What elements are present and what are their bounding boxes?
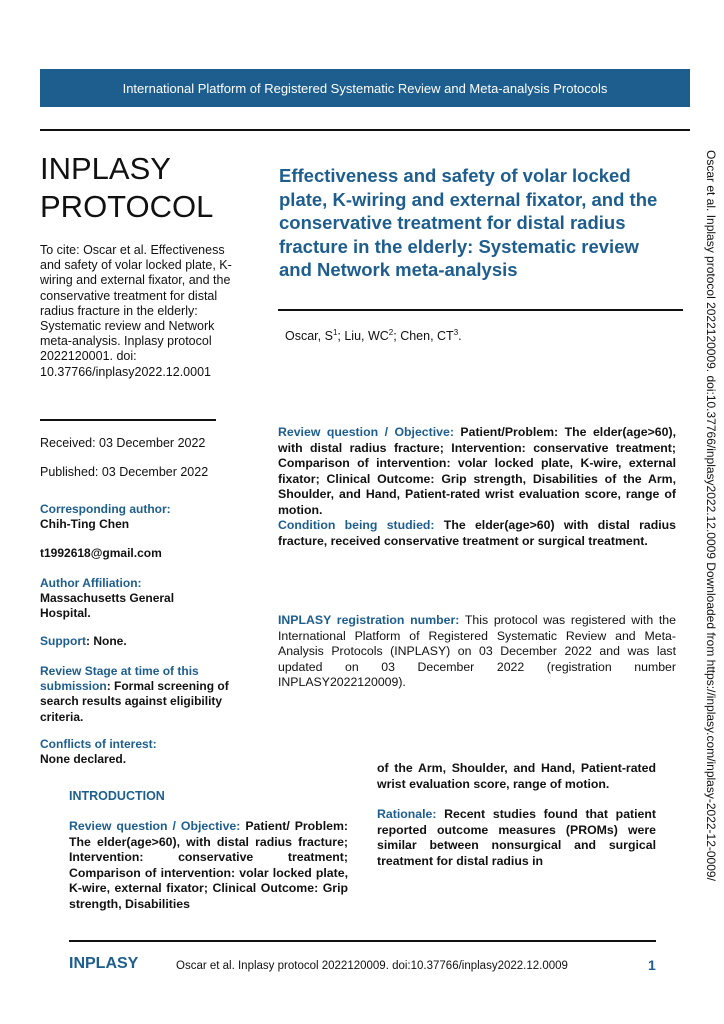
affiliation-block [40, 576, 240, 622]
top-rule [40, 129, 690, 131]
abstract-block [278, 425, 676, 549]
header-banner [40, 69, 690, 107]
rationale-text: Recent studies found that patient reported outcome measures (PROMs) were similar between nonsurgical and surgical treatment for distal radius in [377, 807, 656, 868]
support-label: Support [40, 634, 86, 648]
support-value: : None. [86, 634, 127, 648]
author-list-end: . [458, 329, 462, 344]
left-rule [40, 419, 216, 421]
vertical-download-text: Oscar et al. Inplasy protocol 2022120009. doi:10.37766/inplasy2022.12.0009 Downloaded from https://inplasy.com/inplasy-2022-12-0009/ [704, 150, 718, 881]
author-1-affiliation: 1 [332, 328, 338, 337]
registration-label: INPLASY registration number: [278, 613, 460, 627]
email-link[interactable]: t1992618@gmail.com [40, 546, 162, 560]
intro-review-label: Review question / Objective: [69, 819, 241, 833]
author-2-affiliation: 2 [388, 328, 394, 337]
introduction-heading: INTRODUCTION [69, 789, 165, 803]
intro-column-1 [69, 819, 348, 912]
citation-text: To cite: Oscar et al. Effectiveness and safety of volar locked plate, K-wiring and external fixator, and the conservative treatment for distal radius fracture in the elderly: Systematic review and Network meta-analysis. Inplasy protocol 2022120001. doi: 10.37766/inplasy2022.12.0001 [40, 243, 232, 379]
conflicts-block [40, 737, 240, 767]
support-block [40, 634, 240, 649]
banner-text: International Platform of Registered Systematic Review and Meta-analysis Protocols [122, 80, 608, 96]
rationale-paragraph [377, 807, 656, 869]
page-number: 1 [648, 957, 656, 973]
footer-rule [69, 940, 656, 942]
corresponding-author-name: Chih-Ting Chen [40, 517, 130, 532]
author-3-affiliation: 3 [453, 328, 459, 337]
intro-column-2 [377, 761, 656, 869]
condition-paragraph [278, 518, 676, 549]
review-question-text: Patient/Problem: The elder(age>60), with distal radius fracture; Intervention: conservative treatment; Comparison of intervention: volar locked plate, K-wire, external fixator; Clinical Outcome: Grip strength, Disabilities of the Arm, Shoulder, and Hand, Patient-rated wrist evaluation score, range of motion. [278, 425, 676, 517]
author-3: ; Chen, CT [393, 329, 454, 344]
rationale-label: Rationale: [377, 807, 437, 821]
review-question-label: Review question / Objective: [278, 425, 454, 439]
review-stage-block [40, 664, 230, 725]
intro-continuation: of the Arm, Shoulder, and Hand, Patient-rated wrist evaluation score, range of motion. [377, 761, 656, 791]
review-stage-label: Review Stage at time of this submission [40, 664, 199, 694]
condition-text: The elder(age>60) with distal radius fracture, received conservative treatment or surgical treatment. [278, 518, 676, 548]
published-date: Published: 03 December 2022 [40, 465, 209, 479]
review-question-paragraph [278, 425, 676, 518]
conflicts-label: Conflicts of interest: [40, 737, 157, 751]
registration-paragraph [278, 613, 676, 691]
condition-label: Condition being studied: [278, 518, 435, 532]
conflicts-value: None declared. [40, 752, 127, 767]
intro-review-text: Patient/ Problem: The elder(age>60), with distal radius fracture; Intervention: conservative treatment; Comparison of intervention: volar locked plate, K-wire, external fixator; Clinical Outcome: Grip strength, Disabilities [69, 819, 348, 911]
footer-brand: INPLASY [69, 955, 139, 972]
author-2: ; Liu, WC [337, 329, 389, 344]
paper-title: Effectiveness and safety of volar locked plate, K-wiring and external fixator, and the conservative treatment for distal radius fracture in the elderly: Systematic review and Network meta-analysis [279, 165, 658, 280]
vertical-download-note [702, 150, 720, 930]
corresponding-author-block [40, 502, 240, 532]
protocol-title: INPLASY PROTOCOL [40, 151, 214, 224]
registration-text: This protocol was registered with the International Platform of Registered Systematic Review and Meta-Analysis Protocols (INPLASY) on 03 December 2022 and was last updated on 03 December 2022 (registration number INPLASY2022120009). [278, 613, 676, 689]
received-date: Received: 03 December 2022 [40, 436, 206, 450]
corresponding-author-label: Corresponding author: [40, 502, 171, 516]
title-rule [278, 309, 683, 311]
affiliation-value: Massachusetts General Hospital. [40, 591, 175, 621]
affiliation-label: Author Affiliation: [40, 576, 142, 590]
author-1: Oscar, S [285, 329, 333, 344]
footer-citation: Oscar et al. Inplasy protocol 2022120009. doi:10.37766/inplasy2022.12.0009 [176, 960, 568, 972]
author-list [285, 328, 462, 343]
review-stage-value: : Formal screening of search results against eligibility criteria. [40, 679, 229, 724]
